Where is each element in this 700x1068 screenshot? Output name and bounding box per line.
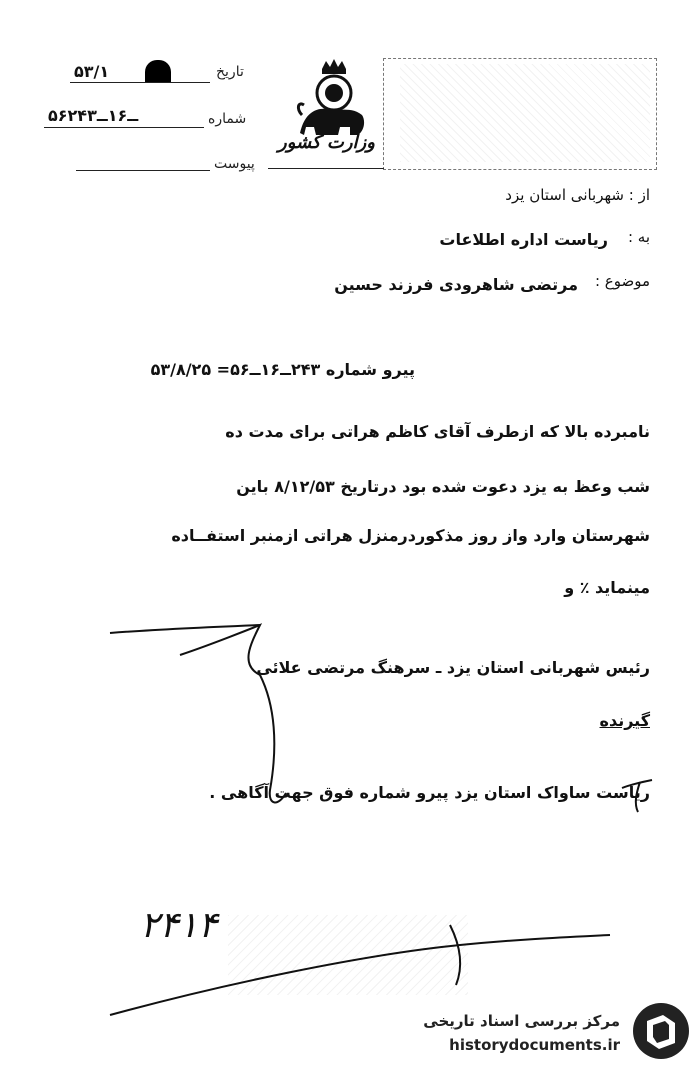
handwritten-curve xyxy=(100,915,620,1025)
handwritten-signature xyxy=(100,615,400,815)
recipients-line: ریاست ساواک استان یزد پیرو شماره فوق جهت آگاهی . xyxy=(209,783,650,802)
ministry-underline xyxy=(268,168,384,169)
stamp-shading xyxy=(400,64,650,162)
archive-title: مرکز بررسی اسناد تاریخی xyxy=(423,1012,620,1030)
handwritten-number: ۲۴۱۴ xyxy=(140,905,218,946)
attachment-underline xyxy=(76,170,210,171)
to-prefix: به : xyxy=(627,228,650,246)
body-line: نامبرده بالا که ازطرف آقای کاظم هراتی برای مدت ده xyxy=(225,422,650,441)
date-ink-blot xyxy=(145,60,171,82)
reference-line: پیرو شماره ۲۴۳ــ۱۶ــ۵۶= ۵۳/۸/۲۵ xyxy=(150,360,415,379)
body-line: شب وعظ به یزد دعوت شده بود درتاریخ ۸/۱۲/۵۳ باین xyxy=(236,477,650,496)
subject-value: مرتضی شاهرودی فرزند حسین xyxy=(334,275,578,294)
archive-url: historydocuments.ir xyxy=(449,1036,620,1054)
number-label: شماره xyxy=(208,111,247,127)
archive-logo-icon xyxy=(633,1003,689,1059)
ministry-title: وزارت کشور xyxy=(278,132,375,153)
attachment-label: پیوست xyxy=(214,156,255,172)
number-underline xyxy=(44,127,204,128)
handwritten-mark xyxy=(618,776,658,816)
subject-prefix: موضوع : xyxy=(594,272,650,290)
date-label: تاریخ xyxy=(216,64,244,80)
number-value: ۵۶ــ۱۶ــ۲۴۳ xyxy=(48,106,139,125)
date-value: ۵۳/۱ xyxy=(74,62,110,81)
recipients-title: گیرنده xyxy=(599,711,650,730)
body-line: مینماید ٪ و xyxy=(564,578,650,597)
signature-line: رئیس شهربانی استان یزد ـ سرهنگ مرتضی علائی xyxy=(256,658,650,677)
body-line: شهرستان وارد واز روز مذکوردرمنزل هراتی ازمنبر استفــاده xyxy=(171,526,650,545)
to-value: ریاست اداره اطلاعات xyxy=(439,230,608,249)
from-line: از : شهربانی استان یزد xyxy=(505,186,650,204)
date-underline xyxy=(70,82,210,83)
